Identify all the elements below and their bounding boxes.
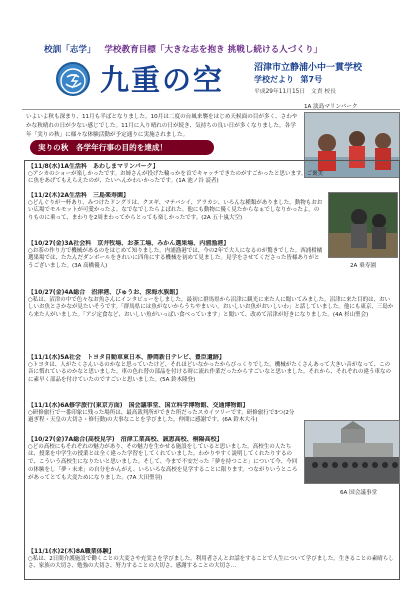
publication-name: 学校だより <box>254 75 294 84</box>
report-heading: 【10/27(金)4A総合 沼津港、びゅうお、深海水族館】 <box>28 289 182 296</box>
school-emblem-logo <box>56 62 90 96</box>
issue-line <box>254 74 384 86</box>
report-heading: 【11/2(木)2A生活科 三島楽寿園】 <box>28 192 130 199</box>
report-7a <box>28 436 298 532</box>
issue-number: 第7号 <box>300 75 323 84</box>
photo-caption-2: 2A 乗寿園 <box>350 263 376 269</box>
report-1a <box>28 163 324 191</box>
report-6a <box>28 402 298 432</box>
report-heading: 【11/1(水)2(木)8A職業体験】 <box>28 548 115 555</box>
report-heading: 【10/27(金)7A総合(高校見学) 沼津工業高校、誠恵高校、桐陽高校】 <box>28 436 223 443</box>
report-heading: 【10/27(金)3A社会科 京井牧場、お茶工場、みかん選果場、内浦漁港】 <box>28 240 230 247</box>
section-banner: 実りの秋 各学年行事の目的を達成！ <box>30 140 214 155</box>
motto-row <box>44 44 384 56</box>
report-body: ○アシカのショーが楽しかったです。お姉さんが投げた輪っかを首でキャッチできたのがすごかったと思います。ご褒美に魚をあげてもえらえたのが、たいへんかわいかったです。(1A 池ノ谷 読者) <box>28 170 324 185</box>
photo-diet-building <box>304 420 400 484</box>
report-heading: 【11/8(水)1A生活科 あわしまマリンパーク】 <box>28 163 159 170</box>
report-body: ○私は、沼津の中で色々なお魚さんにインタビューをしました。最初に群馬県から沼津に観光に来た人に聞いてみました。沼津に来た目的は、おいしいお魚とさかなが見たいそうです。「群馬県には魚がないからうちやまいい。おいしいお魚がおいしいわ」と話していました。他にも東京、三島から来た人がいました。「アジ定食など、おいしい魚がいっぱい食べっています」と聞いて、改めて沼津が好きになりました。(4A 杉山聖会) <box>28 296 394 319</box>
school-name: 沼津市立静浦小中一貫学校 <box>254 63 363 73</box>
newsletter-title: 九重の空 <box>100 63 225 97</box>
photo-park <box>328 192 398 258</box>
report-body: ○トヨタは、人がたくさんいるのかなと思っていたけど、それほどいなかったからびっくりでした。機械がたくさんあって大きい音がなって、この音に慣れているのかなと思いました。車の色れ替の部品を付ける時に流れ作業だったからすごいなと思いました。それから、それぞれの違う車なのに素早く部品を付けていたのですごいと思いました。(5A 鈴木隆登) <box>28 361 392 384</box>
report-body: ○どの高校にもそれぞれの魅力があり、その魅力を生かせる施設をしていると思いました。高校生の人たちは、授業を中学生の授業とは全く違った学習をしてくれていました。わかりやすく説明してくれたりするので、こういう高校生になりたいと思いました。そして、今まで不安だった「夢を持つこと」について今、今回の体験をし「夢・未来」の自分をかんがえ、いろいろな高校を見学することに限ります。つながりいうところがあってとても大変ためになりました。(7A 大田聖羽) <box>28 443 298 481</box>
photo-caption-1: 1A 淡島マリンパーク <box>304 104 358 110</box>
school-goal-label: 学校教育目標「大きな志を抱き 挑戦し続ける人づくり」 <box>104 45 323 55</box>
report-body: ○研修旅行で一番印象に残った場所は、最高裁判所ができた所だったスカイツリーです。研修旅行で3つ(2分過ぎ程・天皇の大切さ・修行動)の大事なことを学びました。仲間に感謝です。(6A 鈴木大斗) <box>28 409 295 424</box>
report-heading: 【11/1(水)5A社会 トヨタ自動車東日本、静岡新日テレビ、豊臣遺跡】 <box>28 354 225 361</box>
report-5a <box>28 354 394 394</box>
photo-caption-3: 6A 国会議事堂 <box>340 490 378 496</box>
report-body: ○私は、2日間介護施設で働くことの大変さや充実さを学びました。利用者さんとお話をすることで人生について学びました。生きることの素晴らしさ、家族の大切さ、勉強の大切さ、努力することの大切さ、感謝することの大切さ… <box>28 555 394 570</box>
report-heading: 【11/1(水)6A修学旅行(東京方面) 国会議事堂、国立科学博物館、交通博物館】 <box>28 402 249 409</box>
report-2a <box>28 192 324 238</box>
school-motto-label: 校訓「志学」 <box>44 45 96 55</box>
report-body: ○どんぐりが一杯あり、みつけたドングリは、クヌギ、マテバシイ、アラカシ、いろんな種類がありました。動物もおおい広場でモルモットが可愛かったよ。なでなでしたらよばれた。他にも動物に優く見たからなぁでしなりかったよ。のりものに乗って、まわりを2周まわってからとっても楽しかったです。(2A 五十嵐大空) <box>28 199 323 222</box>
report-4a <box>28 289 394 335</box>
issue-date: 平成29年11月15日 文責 校長 <box>254 89 336 95</box>
report-3a <box>28 240 324 286</box>
report-body: ○お茶の作り方で機械があるのをはじめて知りました。内浦漁港では、今の2年で大人になるのが驚きでした。西浦柑橘選果場では、たたんだダンボールをきれいに四角にする機械を初めて見ました。見学をさせてくださった皆様ありがとうございました。(3A 高橋優人) <box>28 247 323 270</box>
intro-paragraph: いよいよ秋も深まり、11月も半ばとなりました。10月は二度の台風来襲をはじめ天候面の目が多く、さわやかな秋晴れの日が少ない感じでした。11月に入り晴れの日が続き、気持ちの良い日が多くなりました。各学年「実りの秋」に様々な体験活動が予定通りに実施されました。 <box>26 114 298 138</box>
report-8a <box>28 548 394 578</box>
school-info-block <box>254 62 384 98</box>
